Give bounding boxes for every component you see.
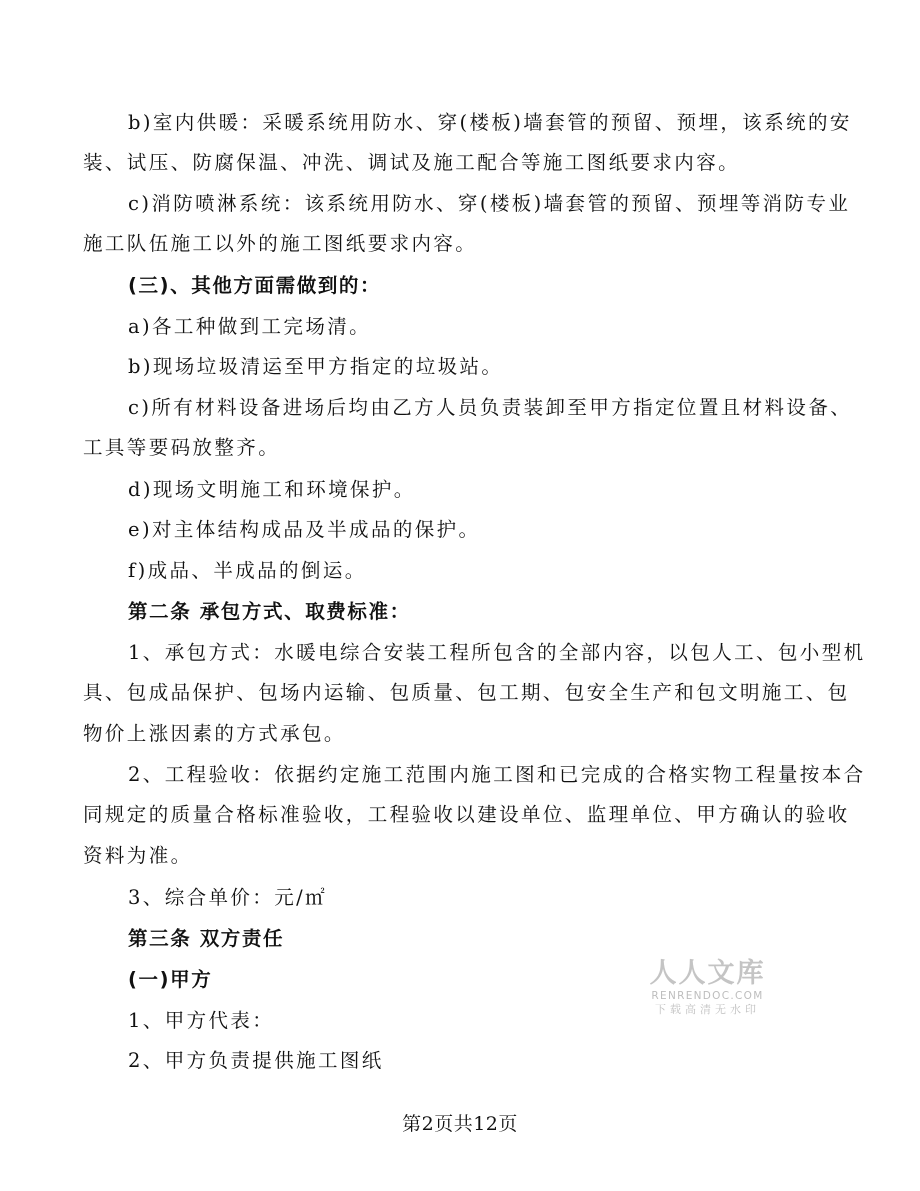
paragraph-line: 2、工程验收：依据约定施工范围内施工图和已完成的合格实物工程量按本合 xyxy=(128,763,866,786)
paragraph-line: c)消防喷淋系统：该系统用防水、穿(楼板)墙套管的预留、预埋等消防专业 xyxy=(128,192,851,215)
paragraph-line: 3、综合单价：元/㎡ xyxy=(128,886,327,909)
paragraph-line: d)现场文明施工和环境保护。 xyxy=(128,478,416,501)
paragraph-line: a)各工种做到工完场清。 xyxy=(128,315,372,338)
watermark-domain: RENRENDOC.COM xyxy=(651,990,764,1002)
watermark-subtitle: 下载高清无水印 xyxy=(655,1003,760,1016)
paragraph-line: f)成品、半成品的倒运。 xyxy=(128,559,367,582)
article-heading: 第三条 双方责任 xyxy=(128,927,285,950)
paragraph-line: e)对主体结构成品及半成品的保护。 xyxy=(128,518,481,541)
watermark-logo xyxy=(640,958,775,1017)
paragraph-line: 装、试压、防腐保温、冲洗、调试及施工配合等施工图纸要求内容。 xyxy=(83,151,741,174)
paragraph-line: 2、甲方负责提供施工图纸 xyxy=(128,1049,384,1072)
section-heading: (三)、其他方面需做到的： xyxy=(128,274,382,297)
watermark-title: 人人文库 xyxy=(649,958,766,989)
article-heading: 第二条 承包方式、取费标准： xyxy=(128,600,411,623)
paragraph-line: 具、包成品保护、包场内运输、包质量、包工期、包安全生产和包文明施工、包 xyxy=(83,681,850,704)
page-number: 第2页共12页 xyxy=(402,1113,518,1135)
paragraph-line: 1、甲方代表： xyxy=(128,1009,275,1032)
paragraph-line: b)现场垃圾清运至甲方指定的垃圾站。 xyxy=(128,355,504,378)
paragraph-line: 施工队伍施工以外的施工图纸要求内容。 xyxy=(83,232,478,255)
paragraph-line: 同规定的质量合格标准验收，工程验收以建设单位、监理单位、甲方确认的验收 xyxy=(83,803,850,826)
paragraph-line: c)所有材料设备进场后均由乙方人员负责装卸至甲方指定位置且材料设备、 xyxy=(128,396,853,419)
paragraph-line: b)室内供暖：采暖系统用防水、穿(楼板)墙套管的预留、预埋，该系统的安 xyxy=(128,111,852,134)
paragraph-line: 工具等要码放整齐。 xyxy=(83,436,281,459)
paragraph-line: 1、承包方式：水暖电综合安装工程所包含的全部内容，以包人工、包小型机 xyxy=(128,641,866,664)
section-heading: (一)甲方 xyxy=(128,968,213,991)
paragraph-line: 资料为准。 xyxy=(83,844,193,867)
paragraph-line: 物价上涨因素的方式承包。 xyxy=(83,722,346,745)
